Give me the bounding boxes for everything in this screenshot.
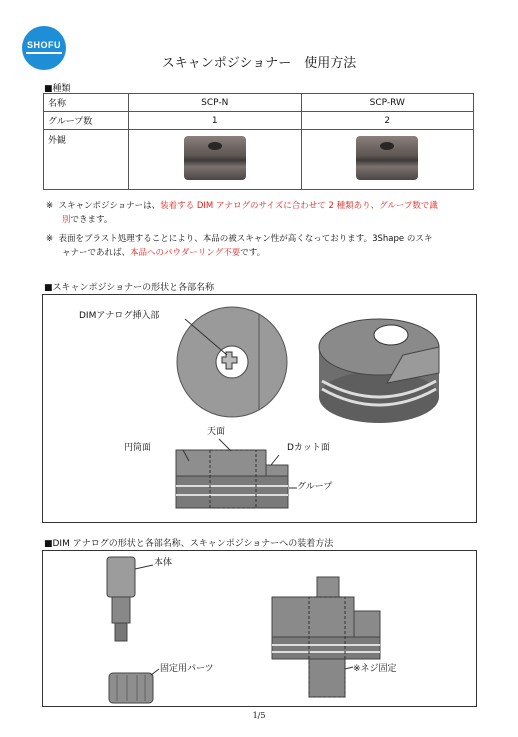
page-title: スキャンポジショナー 使用方法 [161, 56, 357, 71]
section-shape-heading: ■スキャンポジショナーの形状と各部名称 [44, 283, 215, 293]
label-screw-fix: ※ネジ固定 [353, 661, 397, 674]
side-dcut-step [266, 465, 288, 476]
table-row [44, 94, 474, 112]
top-leader-line [219, 439, 231, 451]
section-types-heading: ■種類 [44, 84, 71, 94]
shape-figure [43, 295, 476, 522]
table-cell-photo [129, 130, 302, 190]
table-cell-photo [301, 130, 474, 190]
table-cell: グループ数 [44, 112, 129, 130]
table-cell: 1 [129, 112, 302, 130]
note-text: スキャンポジショナーは、 [58, 201, 161, 211]
table-row [44, 130, 474, 190]
note-mark: ※ [46, 201, 54, 211]
assembled-top [272, 597, 354, 637]
analog-tip [115, 623, 127, 641]
note-text: です。 [240, 248, 266, 258]
note-text: 表面をブラスト処理することにより、本品の被スキャン性が高くなっております。3Shape のスキ [58, 234, 433, 244]
label-dcut-face: Dカット面 [287, 440, 330, 453]
note-text: ャナーであれば、 [62, 248, 131, 258]
note-2 [46, 232, 486, 260]
section-dim-heading: ■DIM アナログの形状と各部名称、スキャンポジショナーへの装着方法 [44, 539, 334, 549]
label-top-face: 天面 [207, 424, 225, 437]
note-mark: ※ [46, 234, 54, 244]
side-top-block [176, 450, 266, 476]
table-cell: SCP-N [129, 94, 302, 112]
dim-figure [43, 551, 476, 706]
note-1 [46, 199, 486, 227]
note-red-text: 別 [62, 215, 71, 225]
side-body [176, 476, 288, 508]
dcut-leader-line [271, 455, 279, 465]
analog-head [107, 557, 135, 597]
note-red-text: 装着する DIM アナログのサイズに合わせて 2 種類あり、グループ数で識 [160, 201, 438, 211]
fix-part [109, 673, 153, 703]
label-dim-insert: DIMアナログ挿入部 [79, 308, 159, 321]
scp-n-photo [184, 136, 246, 180]
label-cylinder-face: 円筒面 [124, 440, 151, 453]
fix-leader-line [151, 669, 159, 675]
iso-hole [374, 325, 408, 345]
table-cell: 2 [301, 112, 474, 130]
scp-rw-photo [356, 136, 418, 180]
dim-figure-box [42, 550, 477, 707]
screw-leader-line [345, 667, 353, 669]
label-groove: グループ [297, 479, 332, 492]
logo-text: SHOFU [27, 40, 61, 50]
assembled-body [272, 637, 380, 659]
table-cell: 外観 [44, 130, 129, 190]
table-cell: 名称 [44, 94, 129, 112]
body-leader-line [135, 565, 153, 569]
label-analog-body: 本体 [154, 555, 172, 568]
analog-neck [112, 597, 130, 623]
assembled-fix-part [309, 659, 345, 697]
table-row [44, 112, 474, 130]
assembled-analog-head [317, 577, 339, 597]
shape-figure-box [42, 294, 477, 523]
table-cell: SCP-RW [301, 94, 474, 112]
note-text: できます。 [70, 215, 113, 225]
assembled-dcut [354, 611, 380, 637]
types-table [43, 93, 474, 190]
note-red-text: 本品へのパウダーリング不要 [130, 248, 241, 258]
label-fix-part: 固定用パーツ [160, 661, 214, 674]
page-number: 1/5 [252, 711, 266, 720]
